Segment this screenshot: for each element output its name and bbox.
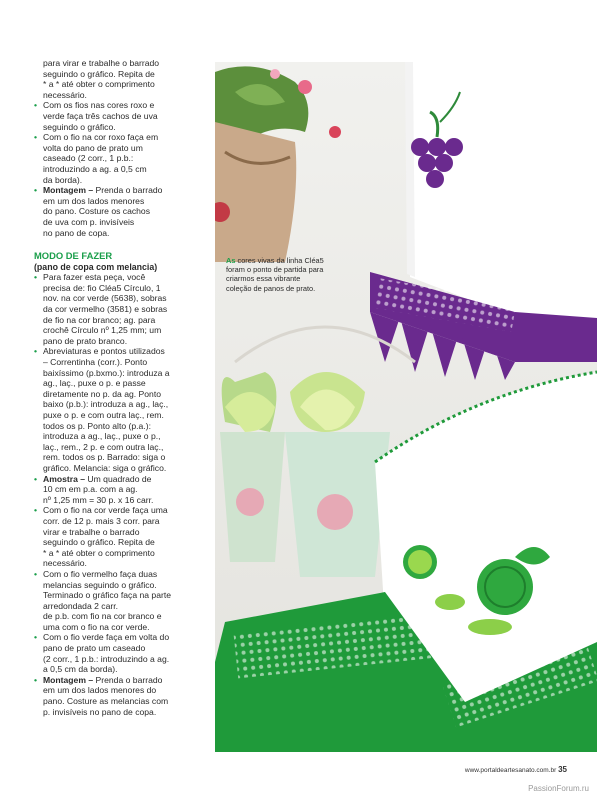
photo-caption [226,256,374,293]
text-line: caseado (2 corr., 1 p.b.: [43,153,134,164]
text-line [43,474,214,485]
text-line: uma com o fio na cor verde. [43,621,150,632]
text-line: 10 cm em p.a. com a ag. [43,484,138,495]
text-line [43,185,214,196]
text-line: * a * até obter o comprimento [43,79,155,90]
text-line: * a * até obter o comprimento [43,547,155,558]
text-line: em um dos lados menores do [43,685,157,696]
caption-line: coleção de panos de prato. [226,283,316,293]
text-line: introduza a ag., laç., puxe o p., [43,431,161,442]
bullet-lead-rest: Prenda o barrado [93,674,163,685]
text-line: puxe o p. e com outra laç., rem. [43,410,164,420]
text-line: seguindo o gráfico. Repita de [43,537,155,548]
bullet-lead: Amostra – [43,473,86,484]
bullet-item [34,474,214,506]
text-line: volta do pano de prato um [43,142,143,153]
text-line: pano de prato um caseado [43,643,146,654]
text-line: nº 1,25 mm = 30 p. x 16 carr. [43,494,154,505]
text-line: gráfico. Melancia: siga o gráfico. [43,462,167,473]
page-number: 35 [558,765,567,774]
text-line: crochê Círculo nº 1,25 mm; um [43,325,162,336]
text-line: ag., laç., puxe o p. e passe [43,378,146,389]
continuation-paragraph [34,58,214,100]
instructions-column [34,58,214,717]
text-line: baixo (p.b.): introduza a ag., laç., [43,399,169,410]
text-line: de fio na cor branco; ag. para [43,314,156,325]
caption-first-word: As [226,256,236,265]
bullet-lead-rest: Prenda o barrado [93,185,163,196]
text-line: • Com o fio na cor verde faça uma [43,505,168,516]
text-line: seguindo o gráfico. [43,121,116,132]
text-line: virar e trabalhe o barrado [43,526,140,537]
text-line: nov. na cor verde (5638), sobras [43,293,167,304]
product-photo [215,62,597,752]
bullet-lead: Montagem – [43,185,94,196]
photo-illustration [215,62,597,752]
caption-line: foram o ponto de partida para [226,265,324,275]
caption-line: criarmos essa vibrante [226,274,301,284]
text-line: diretamente no p. da ag. Ponto [43,388,162,399]
bullet-item [34,185,214,238]
bullet-item [34,272,214,346]
text-line: laç., rem., 2 p. e com outra laç., [43,441,164,452]
bullet-item [34,100,214,132]
text-line: arredondada 2 carr. [43,600,119,611]
text-line: necessário. [43,558,87,569]
bullet-lead: Montagem – [43,674,94,685]
text-line: de p.b. com fio na cor branco e [43,611,162,622]
bullet-item [34,132,214,185]
caption-first-rest: cores vivas da linha Cléa5 [235,256,324,265]
bullet-item [34,505,214,569]
text-line: p. invisíveis no pano de copa. [43,706,157,717]
bullet-item [34,675,214,717]
text-line: • Com o fio verde faça em volta do [43,632,170,643]
text-line: • Com o fio na cor roxo faça em [43,132,159,143]
text-line: todos os p. Ponto alto (p.a.): [43,420,151,431]
caption-line [226,256,374,265]
text-line: do pano. Costure os cachos [43,206,151,217]
text-line: seguindo o gráfico. Repita de [43,68,155,79]
text-line: em um dos lados menores [43,195,145,206]
text-line: de uva com p. invisíveis [43,216,135,227]
page-footer [465,765,567,774]
section-title: MODO DE FAZER [34,250,113,262]
text-line: verde faça três cachos de uva [43,110,158,121]
text-line: rem. todos os p. Barrado: siga o [43,452,166,463]
footer-site: www.portaldeartesanato.com.br [464,767,557,774]
text-line: – Correntinha (corr.). Ponto [43,357,148,368]
text-line: da cor vermelho (3581) e sobras [43,304,168,315]
text-line [43,675,214,686]
text-line: a 0,5 cm da borda). [43,664,118,675]
bullet-lead-rest: Um quadrado de [85,473,152,484]
text-line: Terminado o gráfico faça na parte [43,590,172,601]
text-line: (2 corr., 1 p.b.: introduzindo a ag. [43,653,170,664]
bullet-item [34,346,214,473]
text-line: para virar e trabalhe o barrado [43,58,160,68]
text-line: baixíssimo (p.bxmo.): introduza a [43,367,170,378]
text-line: pano de prato branco. [43,335,128,346]
text-line: melancias seguindo o gráfico. [43,579,157,590]
bullet-item [34,569,214,633]
text-line: introduzindo a ag. a 0,5 cm [43,163,147,174]
watermark: PassionForum.ru [528,784,589,793]
text-line: • Com os fios nas cores roxo e [43,100,155,111]
text-line: • Para fazer esta peça, você [43,272,146,283]
text-line: pano. Costure as melancias com [43,696,169,707]
text-line: precisa de: fio Cléa5 Círculo, 1 [43,282,161,293]
bullet-item [34,632,214,674]
text-line: • Com o fio vermelho faça duas [43,568,158,579]
text-line: da borda). [43,174,83,185]
text-line: necessário. [43,89,87,100]
text-line: no pano de copa. [43,227,110,238]
text-line: • Abreviaturas e pontos utilizados [43,346,165,357]
text-line: corr. de 12 p. mais 3 corr. para [43,515,160,526]
section-subtitle: (pano de copa com melancia) [34,261,158,272]
